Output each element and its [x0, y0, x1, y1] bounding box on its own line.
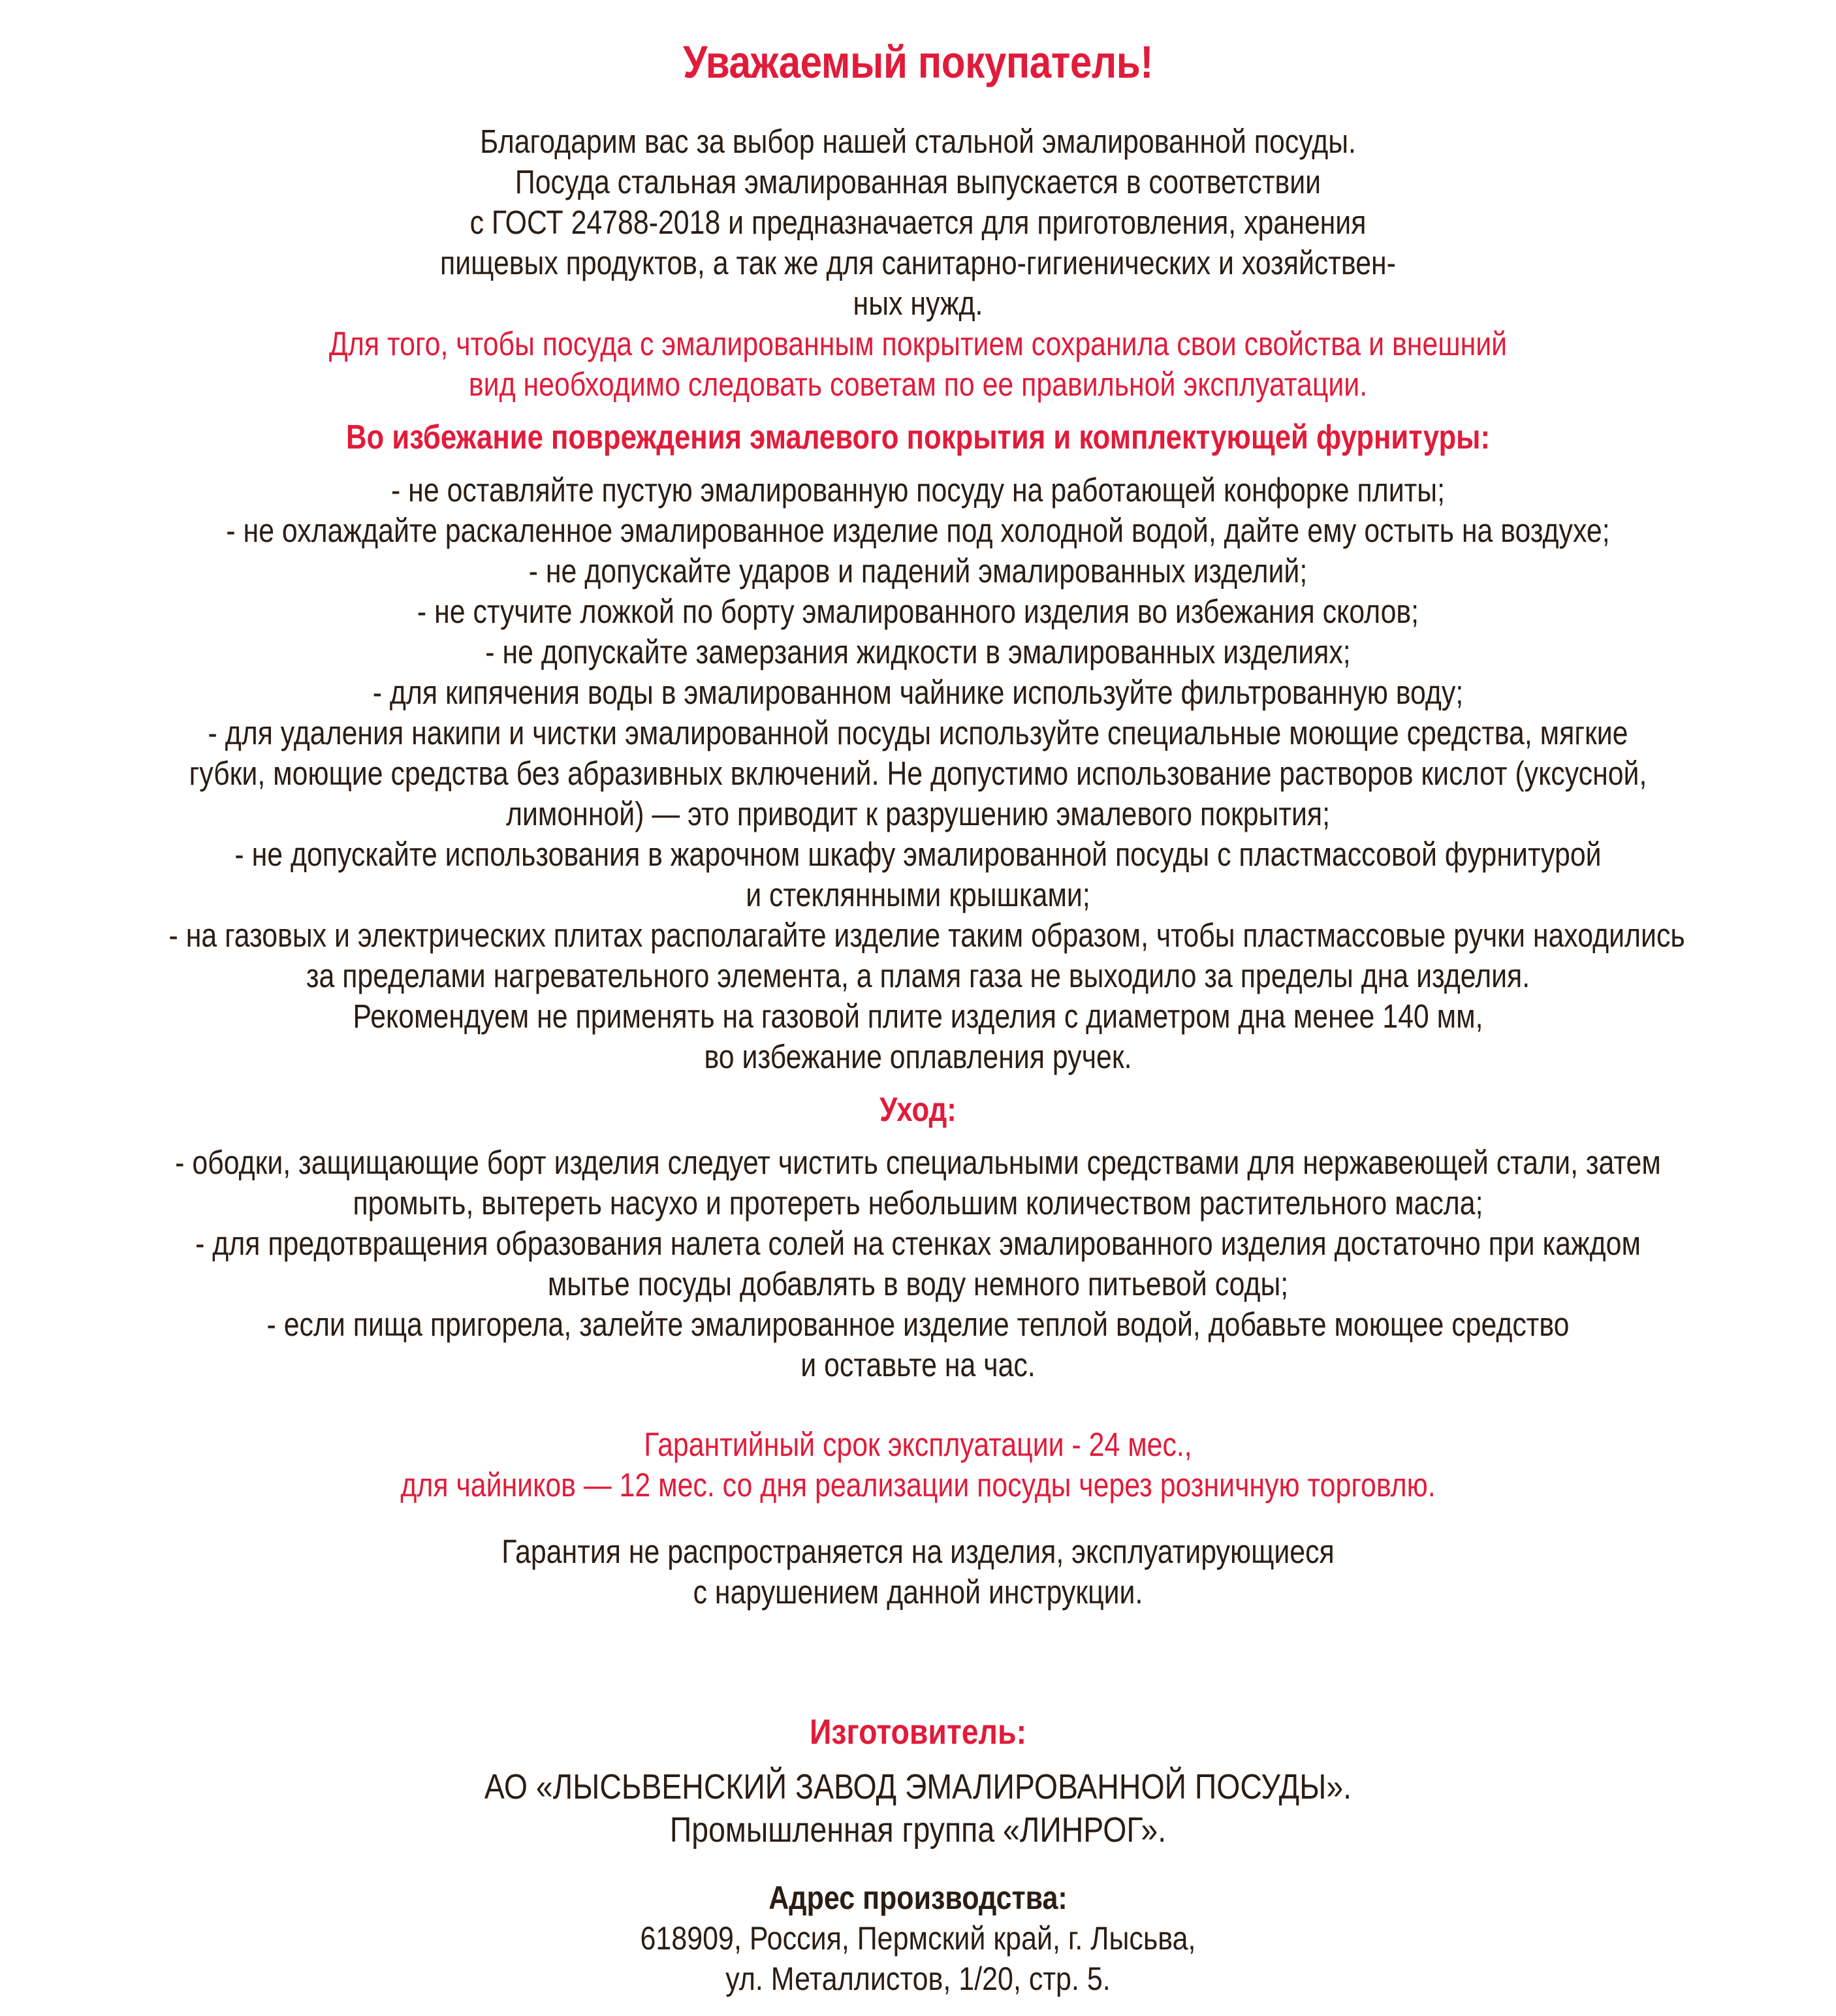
list-item: - не допускайте ударов и падений эмалированных изделий; — [528, 552, 1308, 590]
intro-line-2: Посуда стальная эмалированная выпускается в соответствии — [514, 163, 1322, 201]
intro-line-4: пищевых продуктов, а так же для санитарно-гигиенических и хозяйствен- — [440, 244, 1396, 282]
address-heading: Адрес производства: — [768, 1880, 1068, 1917]
spacer — [26, 405, 1810, 417]
address-line-1: 618909, Россия, Пермский край, г. Лысьва, — [640, 1920, 1196, 1957]
spacer — [26, 1613, 1810, 1710]
warranty-exclusion-line-2: с нарушением данной инструкции. — [693, 1573, 1143, 1611]
list-item: за пределами нагревательного элемента, а пламя газа не выходило за пределы дна изделия. — [306, 957, 1530, 995]
list-item: губки, моющие средства без абразивных включений. Не допустимо использование растворов кислот (уксусной, — [189, 755, 1647, 793]
list-item: и оставьте на час. — [800, 1346, 1036, 1384]
damage-section-list — [168, 470, 1685, 1077]
list-item: - для предотвращения образования налета солей на стенках эмалированного изделия достаточно при каждом — [195, 1225, 1641, 1263]
warranty-exclusion — [169, 1532, 1668, 1613]
list-item: Рекомендуем не применять на газовой плите изделия с диаметром дна менее 140 мм, — [353, 998, 1483, 1035]
intro-line-1: Благодарим вас за выбор нашей стальной эмалированной посуды. — [480, 123, 1356, 161]
address-line-2: ул. Металлистов, 1/20, стр. 5. — [725, 1961, 1111, 1998]
list-item: и стеклянными крышками; — [746, 876, 1090, 914]
spacer — [26, 1077, 1810, 1089]
warranty-line-1: Гарантийный срок эксплуатации - 24 мес., — [644, 1426, 1192, 1464]
list-item: - для удаления накипи и чистки эмалированной посуды используйте специальные моющие средства, мягкие — [208, 714, 1628, 752]
list-item: мытье посуды добавлять в воду немного питьевой соды; — [547, 1265, 1289, 1303]
list-item: - не допускайте использования в жарочном шкафу эмалированной посуды с пластмассовой фурнитурой — [234, 836, 1602, 874]
list-item: - на газовых и электрических плитах располагайте изделие таким образом, чтобы пластмассовые ручки находились — [168, 917, 1685, 954]
list-item: - ободки, защищающие борт изделия следует чистить специальными средствами для нержавеющей стали, затем — [175, 1144, 1661, 1182]
intro-line-3: с ГОСТ 24788-2018 и предназначается для приготовления, хранения — [469, 204, 1367, 242]
list-item: - для кипячения воды в эмалированном чайнике используйте фильтрованную воду; — [372, 674, 1464, 712]
spacer — [26, 1385, 1810, 1425]
care-section-heading: Уход: — [879, 1091, 957, 1129]
spacer — [26, 1851, 1810, 1878]
list-item: - если пища пригорела, залейте эмалированное изделие теплой водой, добавьте моющее средство — [266, 1306, 1570, 1344]
list-item: во избежание оплавления ручек. — [704, 1038, 1132, 1076]
warranty-exclusion-line-1: Гарантия не распространяется на изделия, эксплуатирующиеся — [501, 1533, 1335, 1571]
warranty-line-2: для чайников — 12 мес. со дня реализации посуды через розничную торговлю. — [400, 1466, 1436, 1504]
damage-section-heading: Во избежание повреждения эмалевого покрытия и комплектующей фурнитуры: — [346, 418, 1490, 457]
list-item: промыть, вытереть насухо и протереть небольшим количеством растительного масла; — [353, 1184, 1483, 1222]
warranty-period — [169, 1425, 1668, 1505]
intro-line-5: ных нужд. — [853, 285, 983, 323]
spacer — [26, 1131, 1810, 1142]
spacer — [26, 1505, 1810, 1532]
manufacturer-group: Промышленная группа «ЛИНРОГ». — [669, 1810, 1167, 1850]
manufacturer-heading: Изготовитель: — [809, 1712, 1027, 1752]
red-note-line-2: вид необходимо следовать советам по ее правильной эксплуатации. — [468, 366, 1368, 403]
care-section-list — [169, 1142, 1668, 1385]
list-item: - не оставляйте пустую эмалированную посуду на работающей конфорке плиты; — [391, 471, 1445, 509]
red-note-line-1: Для того, чтобы посуда с эмалированным покрытием сохранила свои свойства и внешний — [328, 325, 1508, 363]
page-title: Уважаемый покупатель! — [683, 37, 1153, 87]
red-advisory-note — [169, 324, 1668, 405]
spacer — [26, 458, 1810, 470]
list-item: - не допускайте замерзания жидкости в эмалированных изделиях; — [485, 633, 1351, 671]
intro-paragraph — [169, 121, 1668, 324]
manufacturer-name: АО «ЛЫСЬВЕНСКИЙ ЗАВОД ЭМАЛИРОВАННОЙ ПОСУДЫ». — [484, 1767, 1352, 1807]
list-item: лимонной) — это приводит к разрушению эмалевого покрытия; — [505, 795, 1331, 833]
list-item: - не охлаждайте раскаленное эмалированное изделие под холодной водой, дайте ему остыть на воздухе; — [226, 512, 1610, 550]
spacer — [26, 1754, 1810, 1765]
list-item: - не стучите ложкой по борту эмалированного изделия во избежания сколов; — [417, 593, 1419, 631]
